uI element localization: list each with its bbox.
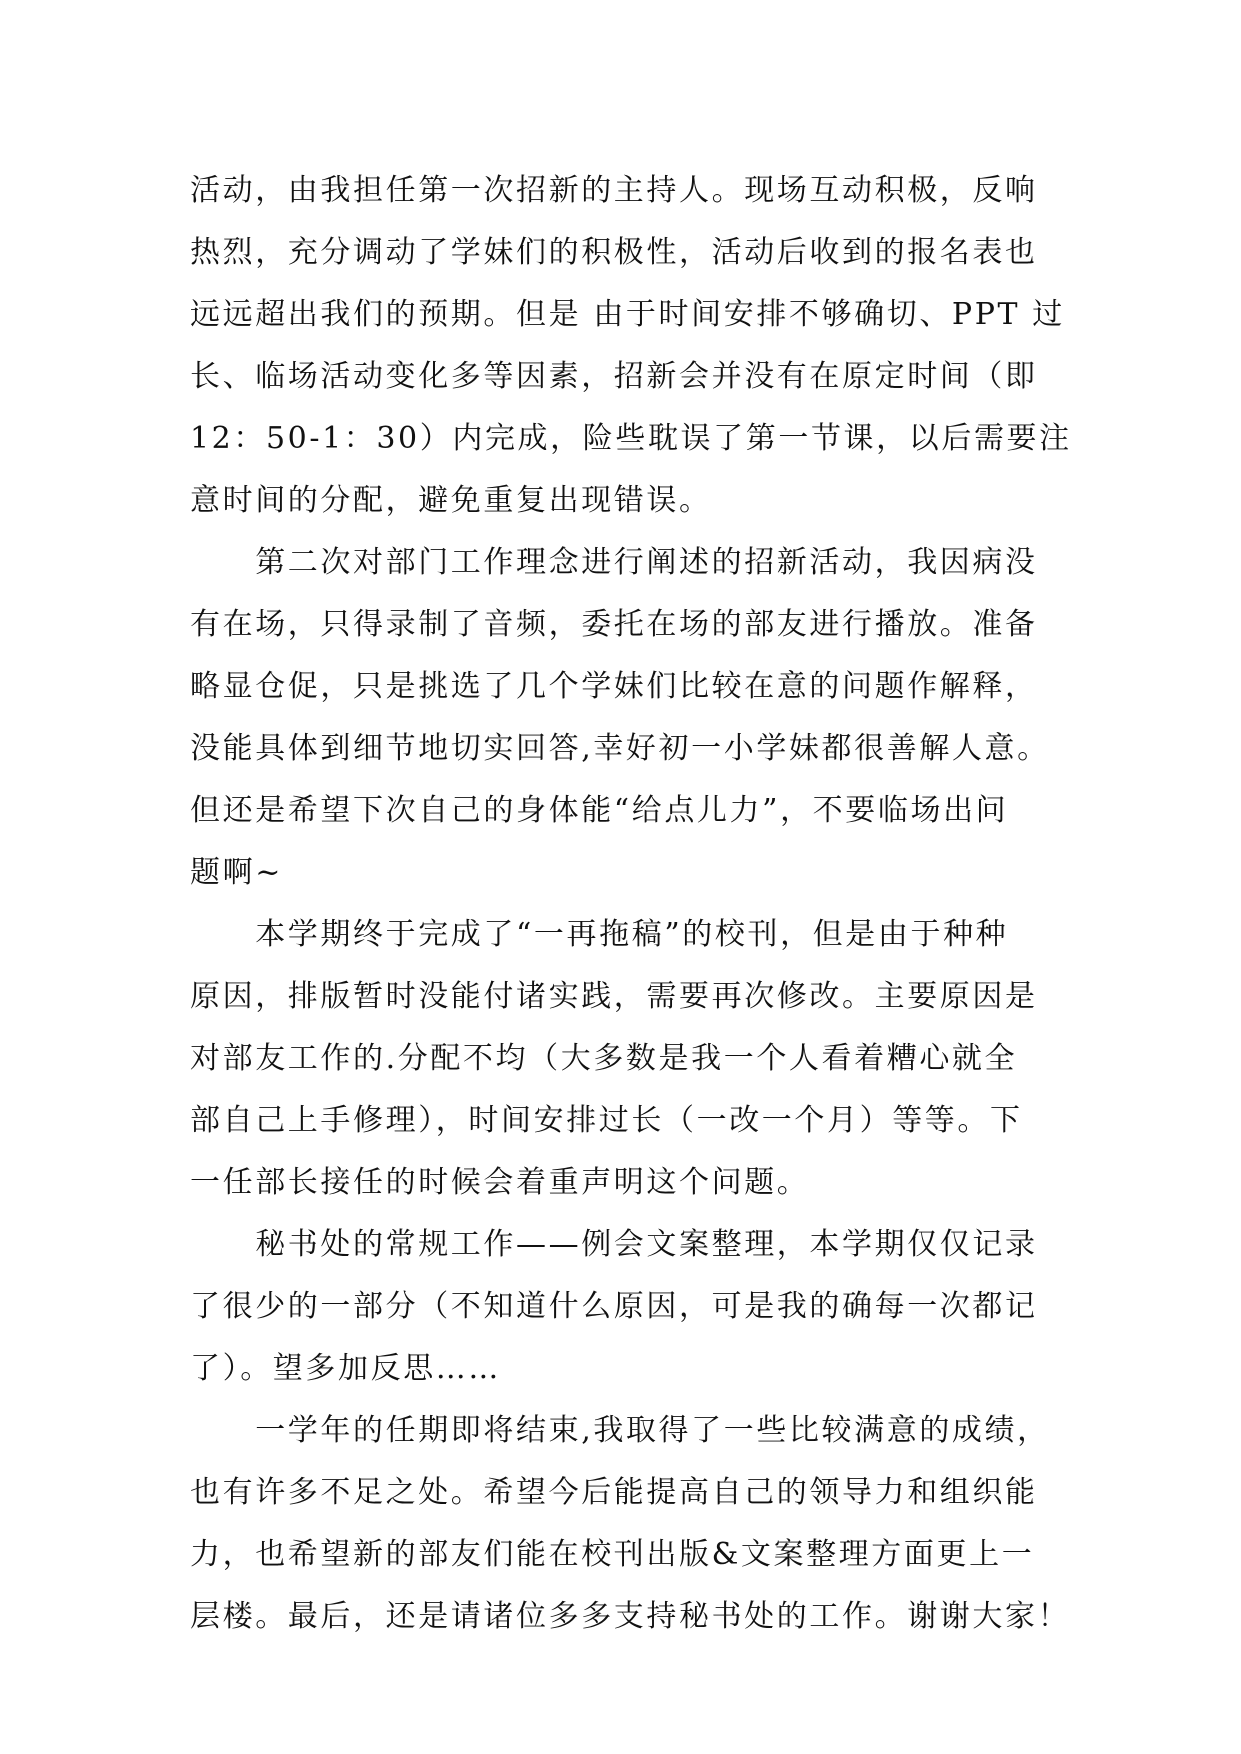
text-line: 有在场，只得录制了音频，委托在场的部友进行播放。准备 (190, 607, 1038, 642)
text-line: 了很少的一部分（不知道什么原因，可是我的确每一次都记 (190, 1289, 1038, 1324)
text-line: 对部友工作的.分配不均（大多数是我一个人看着糟心就全 (190, 1041, 1018, 1076)
text-line: 秘书处的常规工作——例会文案整理，本学期仅仅记录 (190, 1227, 1038, 1262)
text-line: 但还是希望下次自己的身体能“给点儿力”，不要临场出问 (190, 793, 1009, 828)
text-line: 略显仓促，只是挑选了几个学妹们比较在意的问题作解释， (190, 669, 1038, 704)
text-line: 层楼。最后，还是请诸位多多支持秘书处的工作。谢谢大家！ (190, 1599, 1071, 1634)
text-line: 也有许多不足之处。希望今后能提高自己的领导力和组织能 (190, 1475, 1038, 1510)
text-line: 本学期终于完成了“一再拖稿”的校刊，但是由于种种 (190, 917, 1009, 952)
body-text (190, 160, 1072, 1648)
text-line: 部自己上手修理），时间安排过长（一改一个月）等等。下 (190, 1103, 1023, 1138)
text-line: 没能具体到细节地切实回答,幸好初一小学妹都很善解人意。 (190, 731, 1050, 766)
text-line: 一学年的任期即将结束,我取得了一些比较满意的成绩， (190, 1413, 1050, 1448)
text-line: 一任部长接任的时候会着重声明这个问题。 (190, 1165, 810, 1200)
text-line: 原因，排版暂时没能付诸实践，需要再次修改。主要原因是 (190, 979, 1038, 1014)
text-line: 活动，由我担任第一次招新的主持人。现场互动积极，反响 (190, 173, 1038, 208)
text-line: 第二次对部门工作理念进行阐述的招新活动，我因病没 (190, 545, 1038, 580)
text-line: 意时间的分配，避免重复出现错误。 (190, 483, 712, 518)
text-line: 题啊~ (190, 855, 283, 890)
text-line: 热烈，充分调动了学妹们的积极性，活动后收到的报名表也 (190, 235, 1038, 270)
text-line: 长、临场活动变化多等因素，招新会并没有在原定时间（即 (190, 359, 1038, 394)
text-line: 了）。望多加反思…… (190, 1351, 501, 1386)
text-line: 力，也希望新的部友们能在校刊出版&文案整理方面更上一 (190, 1537, 1035, 1572)
text-line: 远远超出我们的预期。但是 由于时间安排不够确切、PPT 过 (190, 297, 1065, 332)
text-line: 12：50-1：30）内完成，险些耽误了第一节课，以后需要注 (190, 421, 1072, 456)
